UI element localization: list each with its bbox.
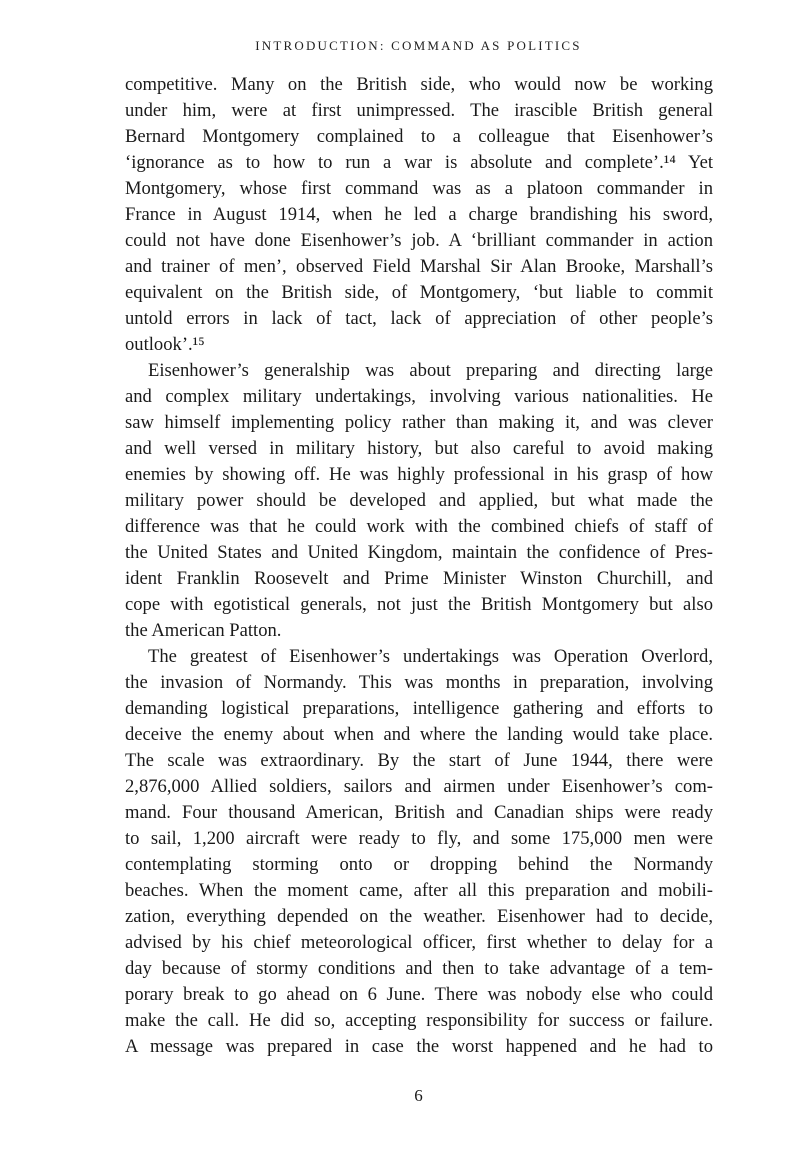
text-line: contemplating storming onto or dropping behind the Normandy [125,854,713,875]
text-line: make the call. He did so, accepting responsibility for success or failure. [125,1010,713,1031]
text-line: advised by his chief meteorological officer, first whether to delay for a [125,932,713,953]
text-line: mand. Four thousand American, British and Canadian ships were ready [125,802,713,823]
text-line: could not have done Eisenhower’s job. A ‘brilliant commander in action [125,230,713,251]
page-number: 6 [414,1086,423,1105]
text-line: cope with egotistical generals, not just the British Montgomery but also [125,594,713,615]
text-line: and complex military undertakings, involving various nationalities. He [125,386,713,407]
text-line: Montgomery, whose first command was as a platoon commander in [125,178,713,199]
text-line: the American Patton. [125,620,282,641]
text-line: ‘ignorance as to how to run a war is absolute and complete’.¹⁴ Yet [125,152,713,173]
text-line: competitive. Many on the British side, who would now be working [125,74,713,95]
text-line: beaches. When the moment came, after all this preparation and mobili- [125,880,713,901]
running-head: INTRODUCTION: COMMAND AS POLITICS [255,38,582,53]
text-line: the invasion of Normandy. This was months in preparation, involving [125,672,713,693]
text-line: France in August 1914, when he led a charge brandishing his sword, [125,204,713,225]
text-line: equivalent on the British side, of Montgomery, ‘but liable to commit [125,282,713,303]
text-line: the United States and United Kingdom, maintain the confidence of Pres- [125,542,713,563]
text-line: 2,876,000 Allied soldiers, sailors and airmen under Eisenhower’s com- [125,776,713,797]
text-line: to sail, 1,200 aircraft were ready to fly, and some 175,000 men were [125,828,713,849]
text-line: enemies by showing off. He was highly professional in his grasp of how [125,464,713,485]
paragraph-first-line: Eisenhower’s generalship was about preparing and directing large [148,360,713,381]
body-text [125,72,713,1060]
text-line: The scale was extraordinary. By the start of June 1944, there were [125,750,713,771]
text-line: deceive the enemy about when and where the landing would take place. [125,724,713,745]
text-line: untold errors in lack of tact, lack of appreciation of other people’s [125,308,713,329]
text-line: zation, everything depended on the weather. Eisenhower had to decide, [125,906,713,927]
text-line: and trainer of men’, observed Field Marshal Sir Alan Brooke, Marshall’s [125,256,713,277]
text-line: Bernard Montgomery complained to a colleague that Eisenhower’s [125,126,713,147]
text-line: saw himself implementing policy rather than making it, and was clever [125,412,713,433]
text-line: porary break to go ahead on 6 June. There was nobody else who could [125,984,713,1005]
text-line: and well versed in military history, but also careful to avoid making [125,438,713,459]
text-line: under him, were at first unimpressed. The irascible British general [125,100,713,121]
text-line: military power should be developed and applied, but what made the [125,490,713,511]
text-line: demanding logistical preparations, intelligence gathering and efforts to [125,698,713,719]
text-line: ident Franklin Roosevelt and Prime Minister Winston Churchill, and [125,568,713,589]
text-line: A message was prepared in case the worst happened and he had to [125,1036,713,1057]
text-line: outlook’.¹⁵ [125,334,205,355]
text-line: day because of stormy conditions and then to take advantage of a tem- [125,958,713,979]
paragraph-first-line: The greatest of Eisenhower’s undertakings was Operation Overlord, [148,646,713,667]
text-line: difference was that he could work with the combined chiefs of staff of [125,516,713,537]
